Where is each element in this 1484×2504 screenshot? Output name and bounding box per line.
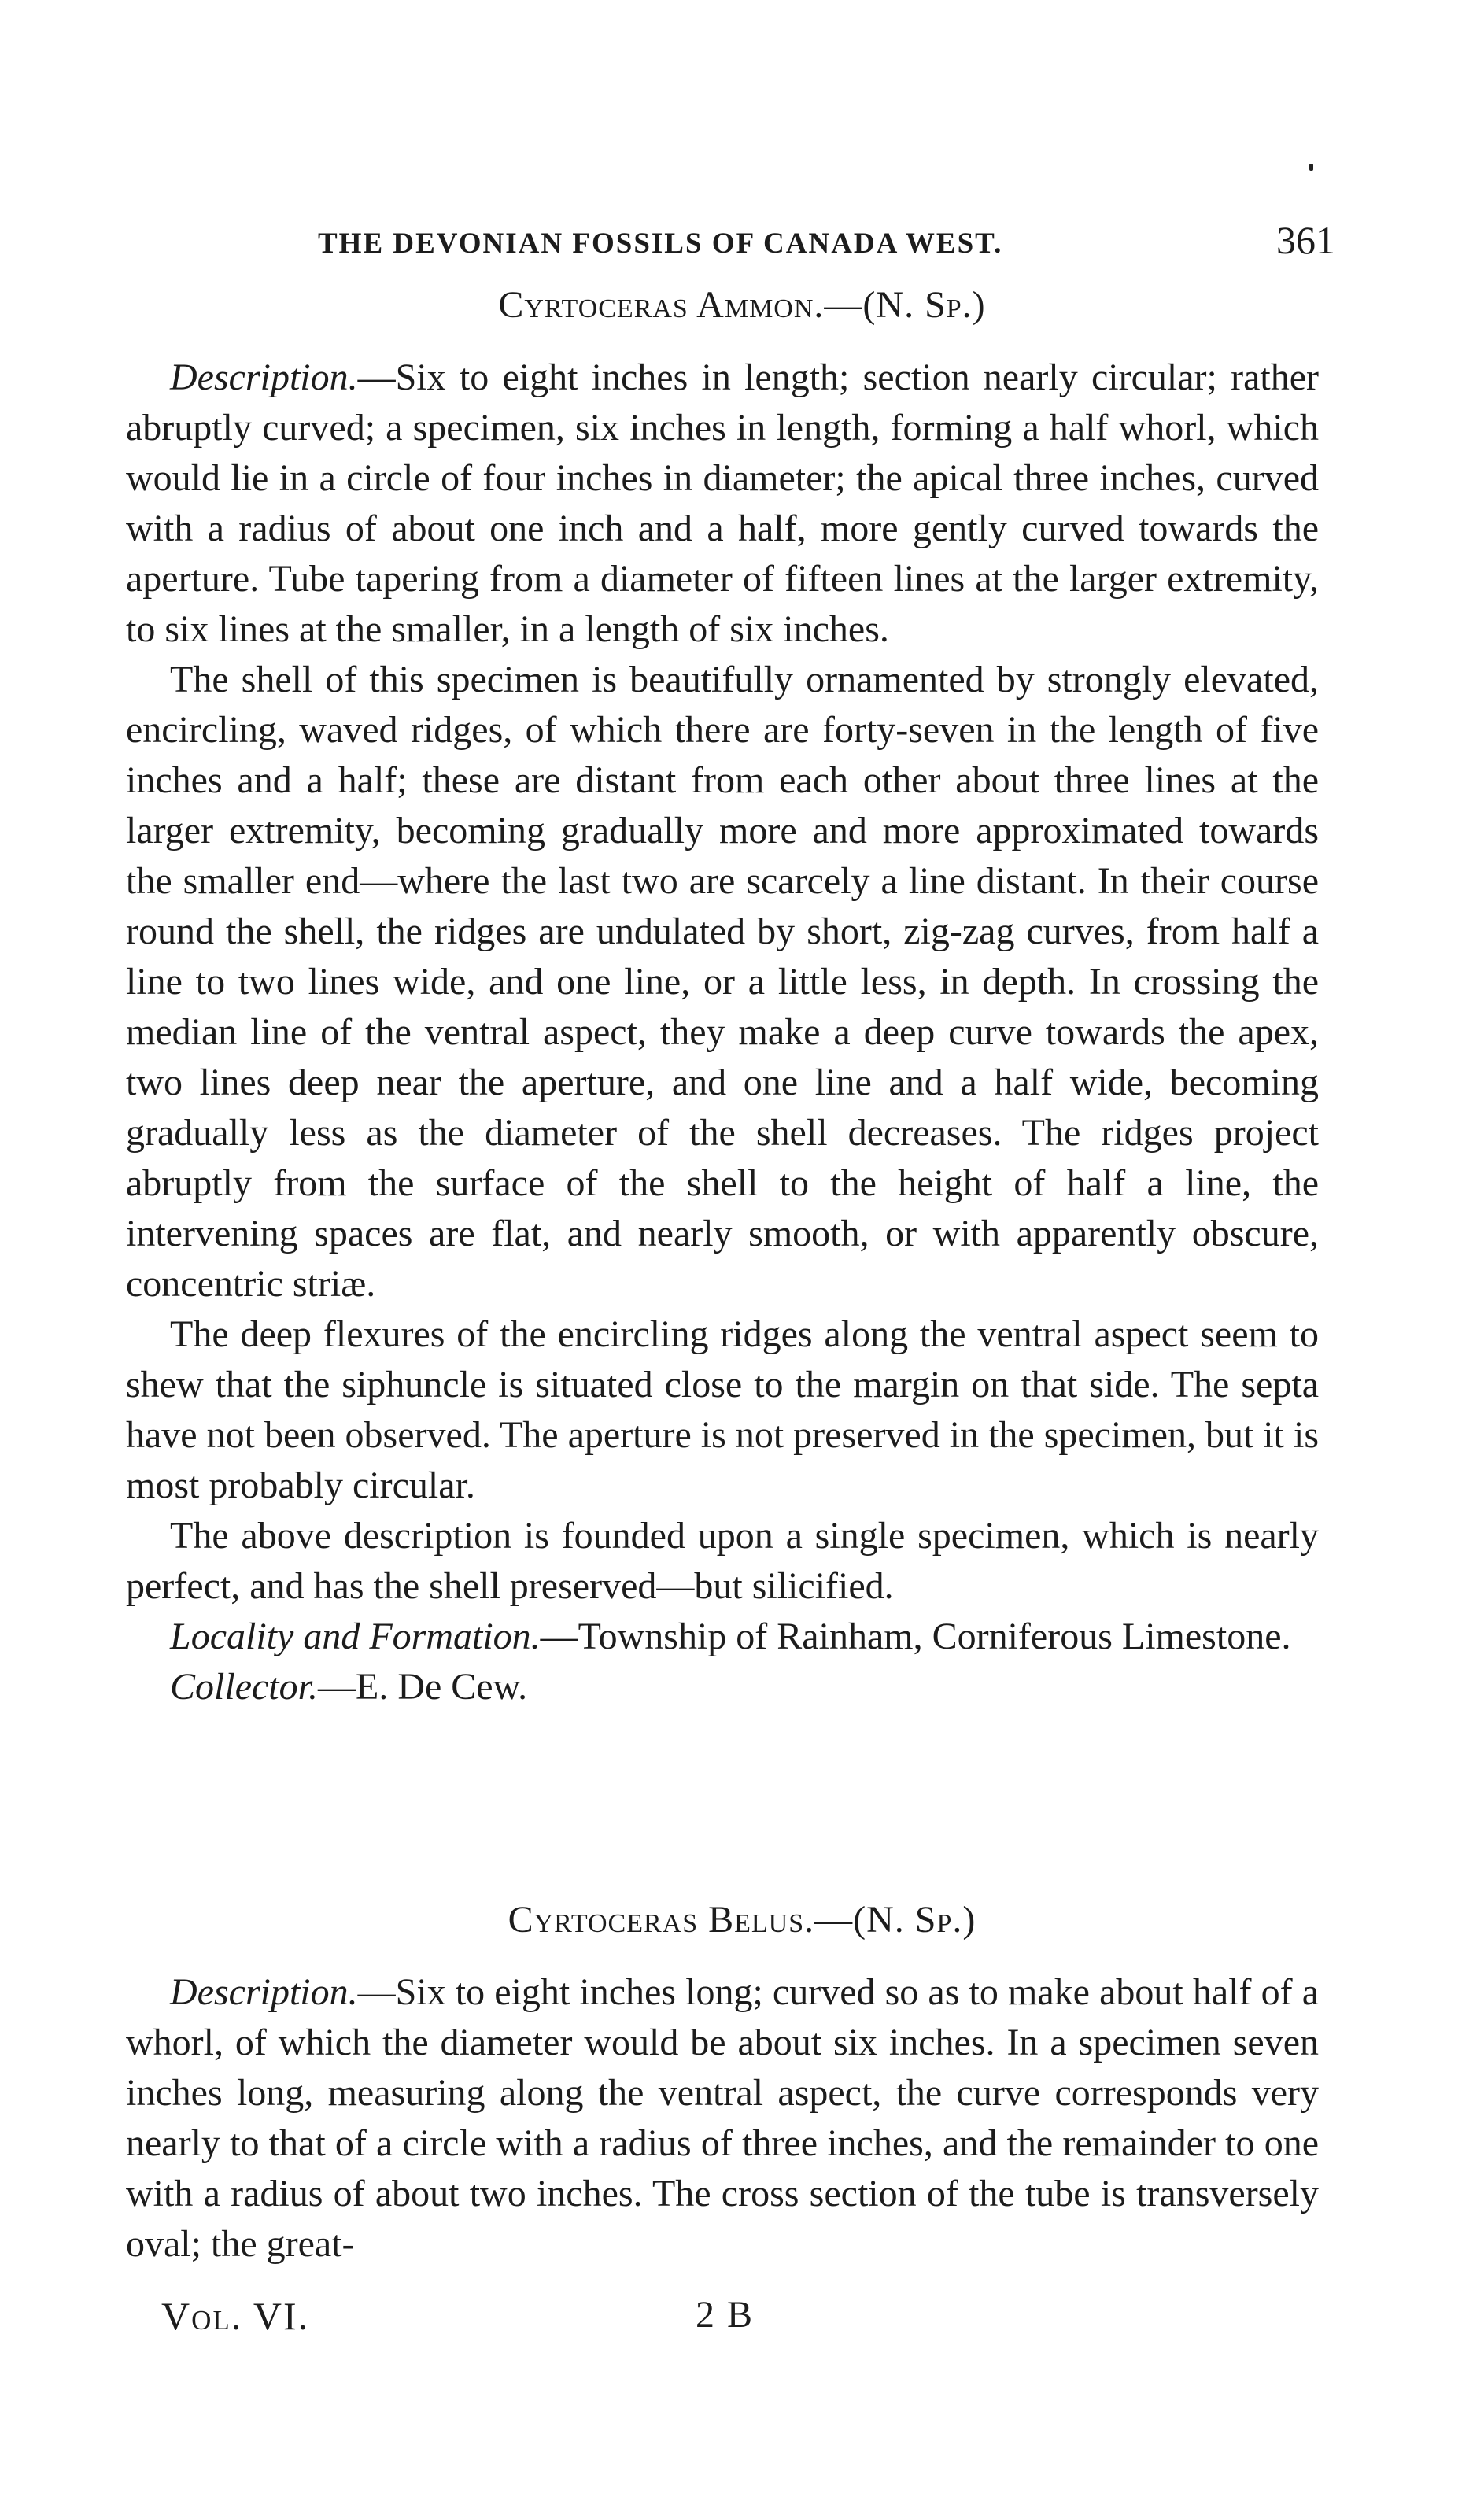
paragraph-lead: Locality and Formation. bbox=[170, 1616, 541, 1657]
paragraph-description bbox=[126, 1967, 1319, 2269]
section-heading-cyrtoceras-belus: Cyrtoceras Belus.—(N. Sp.) bbox=[508, 1899, 976, 1941]
print-speck bbox=[1309, 164, 1313, 171]
paragraph-collector bbox=[126, 1662, 1319, 1712]
paragraph-locality bbox=[126, 1612, 1319, 1662]
section-body-cyrtoceras-ammon bbox=[126, 353, 1319, 1712]
volume-label: Vol. VI. bbox=[161, 2294, 310, 2338]
paragraph-shell-ornament bbox=[126, 655, 1319, 1309]
paragraph-text: The above description is founded upon a single specimen, which is nearly perfect, and has the shell preserved—but silicified. bbox=[126, 1515, 1319, 1607]
paragraph-specimen-note bbox=[126, 1511, 1319, 1612]
paragraph-text: —E. De Cew. bbox=[318, 1666, 528, 1708]
signature-mark: 2 B bbox=[696, 2294, 755, 2336]
paragraph-lead: Description. bbox=[170, 356, 358, 398]
paragraph-lead: Collector. bbox=[170, 1666, 318, 1708]
paragraph-text: The deep flexures of the encircling ridges along the ventral aspect seem to shew that the siphuncle is situated close to the margin on that side. The septa have not been observed. The aperture is not preserved in the specimen, but it is most probably circular. bbox=[126, 1313, 1319, 1506]
section-heading-cyrtoceras-ammon: Cyrtoceras Ammon.—(N. Sp.) bbox=[498, 284, 986, 326]
paragraph-lead: Description. bbox=[170, 1971, 358, 2013]
paragraph-text: The shell of this specimen is beautifully ornamented by strongly elevated, encircling, waved ridges, of which there are forty-seven in the length of five inches and a half; these are distant from each other about three lines at the larger extremity, becoming gradually more and more approximated towards the smaller end—where the last two are scarcely a line distant. In their course round the shell, the ridges are undulated by short, zig-zag curves, from half a line to two lines wide, and one line, or a little less, in depth. In crossing the median line of the ventral aspect, they make a deep curve towards the apex, two lines deep near the aperture, and one line and a half wide, becoming gradually less as the diameter of the shell decreases. The ridges project abruptly from the surface of the shell to the height of half a line, the intervening spaces are flat, and nearly smooth, or with apparently obscure, concentric striæ. bbox=[126, 659, 1319, 1305]
paragraph-flexures bbox=[126, 1309, 1319, 1511]
running-title: THE DEVONIAN FOSSILS OF CANADA WEST. bbox=[318, 227, 1003, 260]
page-number: 361 bbox=[1276, 218, 1335, 262]
paragraph-text: —Township of Rainham, Corniferous Limestone. bbox=[540, 1616, 1291, 1657]
paragraph-text: —Six to eight inches long; curved so as to make about half of a whorl, of which the diameter would be about six inches. In a specimen seven inches long, measuring along the ventral aspect, the curve corresponds very nearly to that of a circle with a radius of three inches, and the remainder to one with a radius of about two inches. The cross section of the tube is transversely oval; the great- bbox=[126, 1971, 1319, 2265]
section-body-cyrtoceras-belus bbox=[126, 1967, 1319, 2269]
paragraph-description bbox=[126, 353, 1319, 655]
paragraph-text: —Six to eight inches in length; section nearly circular; rather abruptly curved; a specimen, six inches in length, forming a half whorl, which would lie in a circle of four inches in diameter; the apical three inches, curved with a radius of about one inch and a half, more gently curved towards the aperture. Tube tapering from a diameter of fifteen lines at the larger extremity, to six lines at the smaller, in a length of six inches. bbox=[126, 356, 1319, 650]
